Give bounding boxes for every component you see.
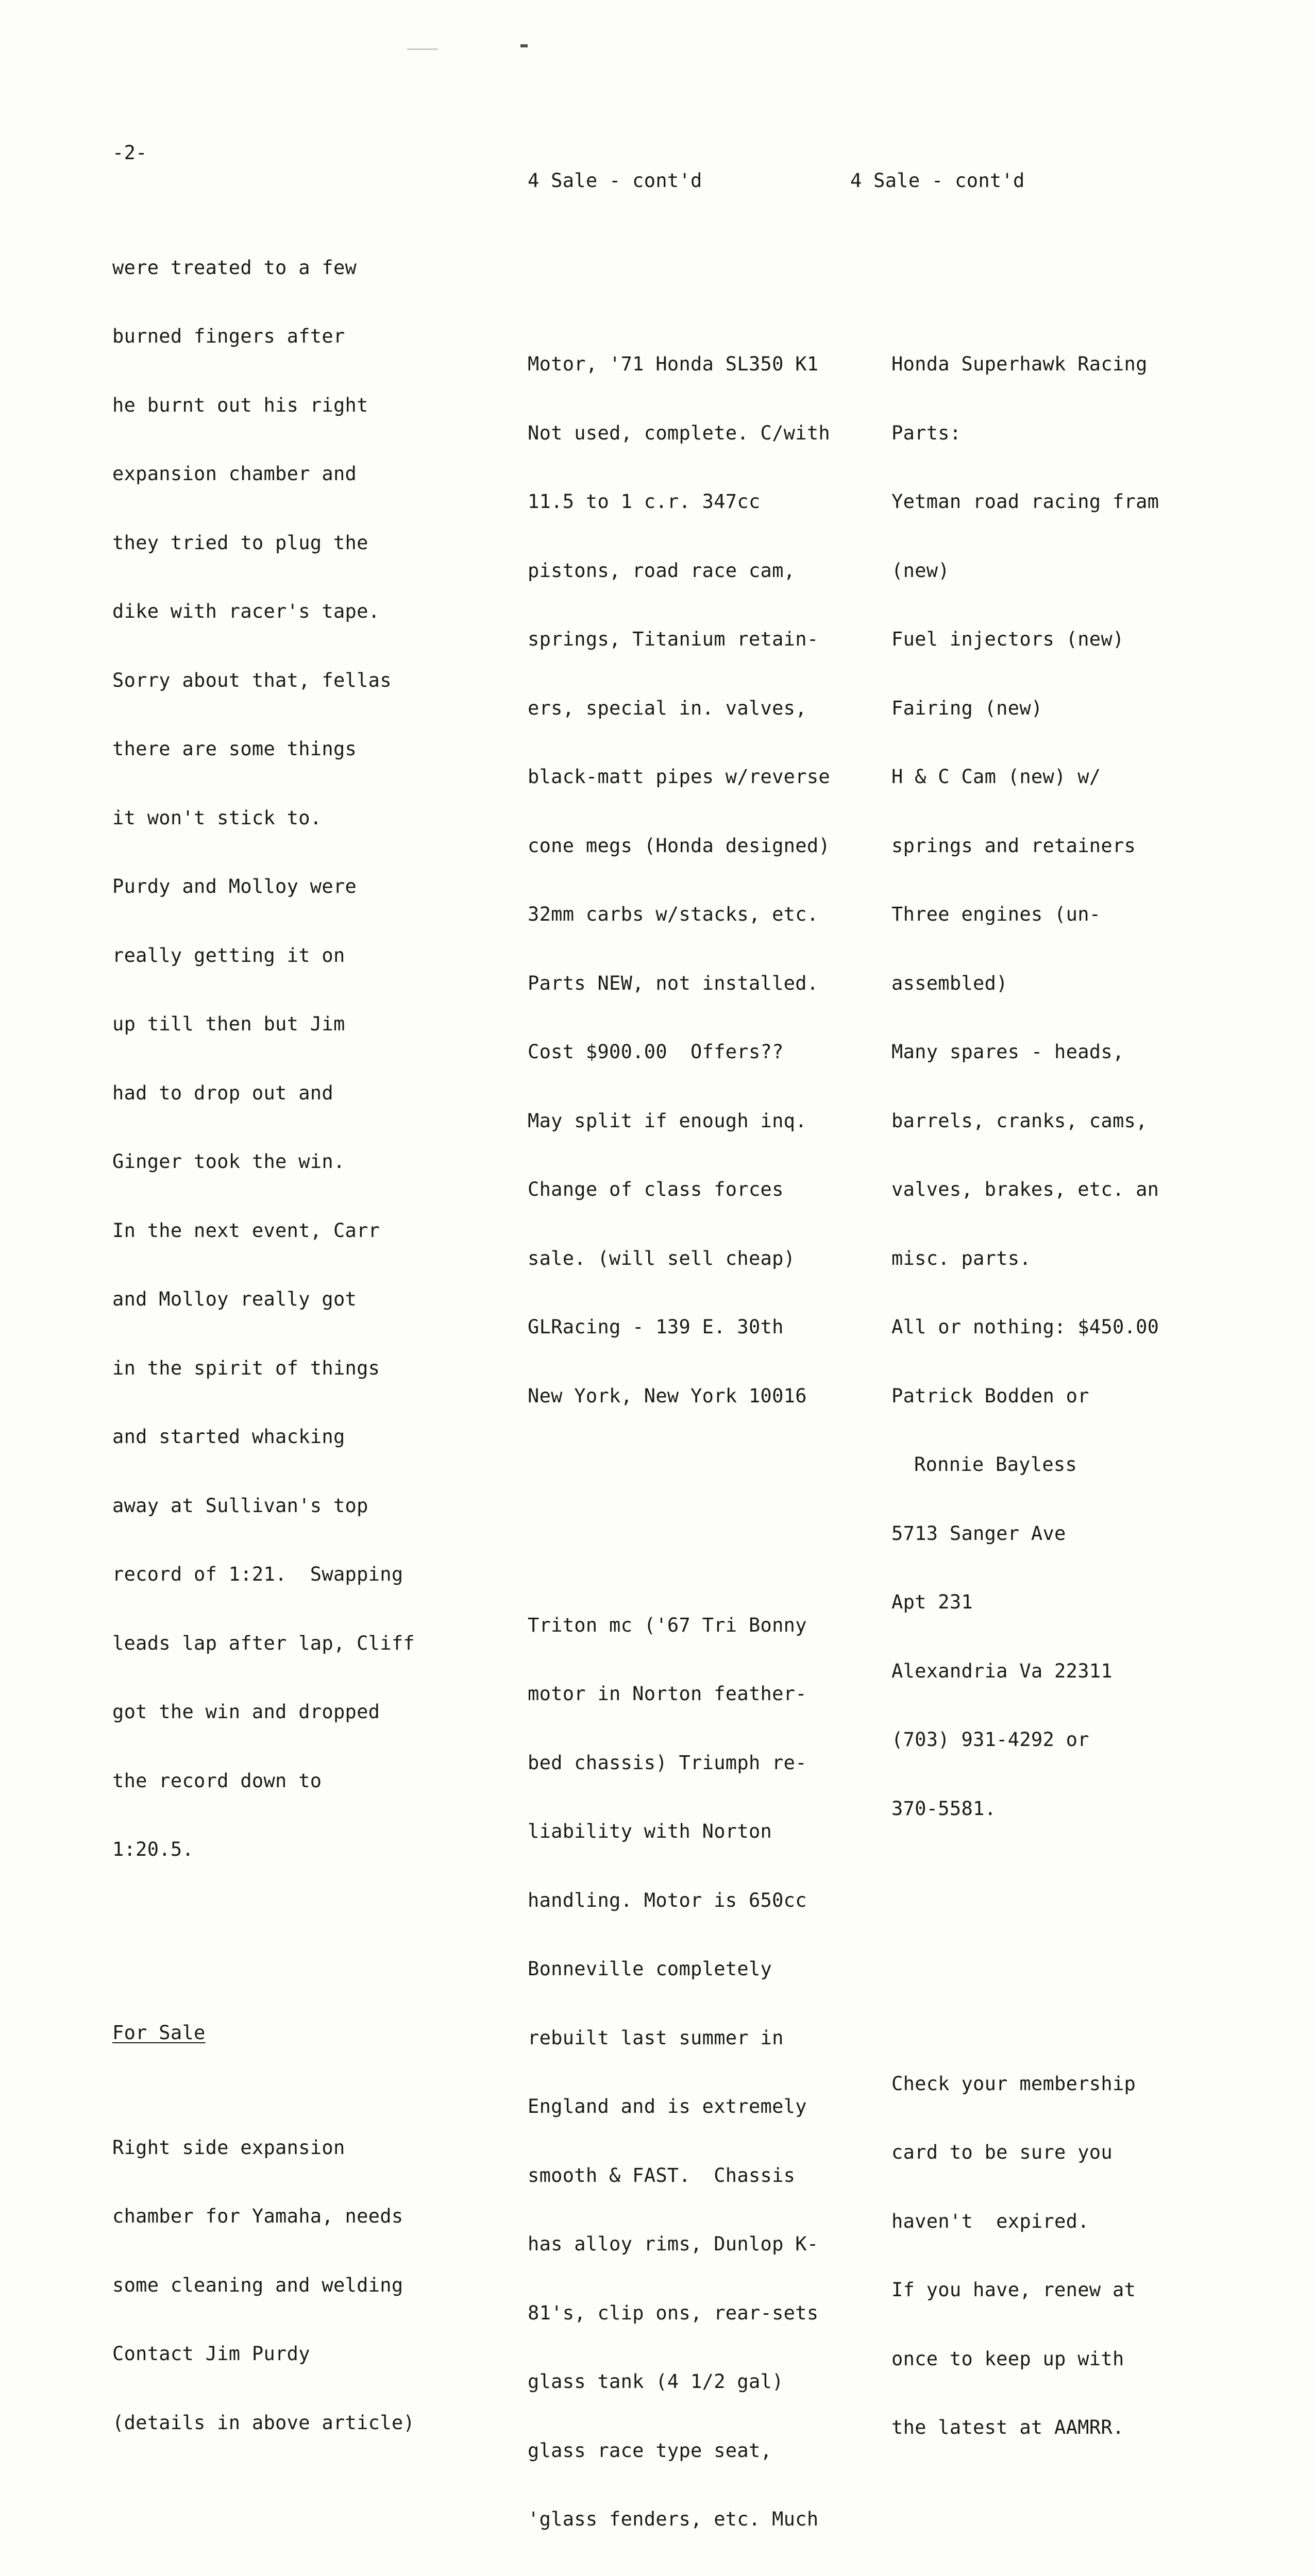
text-line: Patrick Bodden or bbox=[891, 1385, 1262, 1408]
column-3 bbox=[891, 124, 1262, 2576]
text-line: handling. Motor is 650cc bbox=[528, 1889, 899, 1912]
text-line: it won't stick to. bbox=[112, 807, 483, 830]
for-sale-text bbox=[112, 2091, 483, 2481]
text-line: In the next event, Carr bbox=[112, 1219, 483, 1243]
text-line: If you have, renew at bbox=[891, 2279, 1262, 2302]
honda-ad bbox=[528, 307, 899, 1453]
scan-mark bbox=[520, 44, 528, 47]
text-line: Honda Superhawk Racing bbox=[891, 353, 1262, 376]
text-line: Purdy and Molloy were bbox=[112, 875, 483, 899]
text-line: Three engines (un- bbox=[891, 903, 1262, 926]
article-text bbox=[112, 211, 483, 1907]
superhawk-ad bbox=[891, 307, 1262, 1866]
text-line: burned fingers after bbox=[112, 325, 483, 348]
text-line: Not used, complete. C/with bbox=[528, 422, 899, 445]
text-line: barrels, cranks, cams, bbox=[891, 1110, 1262, 1133]
text-line: Bonneville completely bbox=[528, 1958, 899, 1981]
text-line: (new) bbox=[891, 560, 1262, 583]
text-line: bed chassis) Triumph re- bbox=[528, 1752, 899, 1775]
triton-ad bbox=[528, 1568, 899, 2576]
scan-mark bbox=[407, 48, 438, 50]
text-line: card to be sure you bbox=[891, 2141, 1262, 2164]
column-heading: 4 Sale - cont'd bbox=[528, 170, 899, 193]
text-line: Alexandria Va 22311 bbox=[891, 1660, 1262, 1683]
text-line: once to keep up with bbox=[891, 2348, 1262, 2371]
text-line: dike with racer's tape. bbox=[112, 600, 483, 623]
text-line: rebuilt last summer in bbox=[528, 2027, 899, 2050]
column-1 bbox=[112, 96, 483, 2576]
text-line: smooth & FAST. Chassis bbox=[528, 2164, 899, 2188]
text-line: misc. parts. bbox=[891, 1247, 1262, 1270]
text-line: some cleaning and welding bbox=[112, 2274, 483, 2297]
text-line: Check your membership bbox=[891, 2073, 1262, 2096]
column-heading: 4 Sale - cont'd bbox=[850, 170, 1262, 193]
text-line: and started whacking bbox=[112, 1426, 483, 1449]
text-line: in the spirit of things bbox=[112, 1357, 483, 1380]
text-line: Fuel injectors (new) bbox=[891, 628, 1262, 651]
text-line: May split if enough inq. bbox=[528, 1110, 899, 1133]
text-line: expansion chamber and bbox=[112, 463, 483, 486]
text-line: leads lap after lap, Cliff bbox=[112, 1632, 483, 1655]
text-line: Parts NEW, not installed. bbox=[528, 972, 899, 995]
text-line: Sorry about that, fellas bbox=[112, 669, 483, 692]
text-line: they tried to plug the bbox=[112, 532, 483, 555]
text-line: cone megs (Honda designed) bbox=[528, 835, 899, 858]
text-line: 81's, clip ons, rear-sets bbox=[528, 2302, 899, 2325]
text-line: (703) 931-4292 or bbox=[891, 1728, 1262, 1752]
text-line: All or nothing: $450.00 bbox=[891, 1316, 1262, 1339]
text-line: Yetman road racing fram bbox=[891, 490, 1262, 514]
text-line: H & C Cam (new) w/ bbox=[891, 766, 1262, 789]
text-line: 11.5 to 1 c.r. 347cc bbox=[528, 490, 899, 514]
text-line: Change of class forces bbox=[528, 1178, 899, 1201]
text-line: record of 1:21. Swapping bbox=[112, 1563, 483, 1586]
text-line: liability with Norton bbox=[528, 1820, 899, 1843]
text-line: valves, brakes, etc. an bbox=[891, 1178, 1262, 1201]
text-line: ers, special in. valves, bbox=[528, 697, 899, 720]
text-line: 370-5581. bbox=[891, 1798, 1262, 1821]
text-line: GLRacing - 139 E. 30th bbox=[528, 1316, 899, 1339]
text-line: had to drop out and bbox=[112, 1082, 483, 1105]
text-line: springs and retainers bbox=[891, 835, 1262, 858]
column-2 bbox=[528, 124, 899, 2576]
text-line: Triton mc ('67 Tri Bonny bbox=[528, 1614, 899, 1637]
text-line: Right side expansion bbox=[112, 2137, 483, 2160]
text-line: were treated to a few bbox=[112, 257, 483, 280]
text-line: Cost $900.00 Offers?? bbox=[528, 1041, 899, 1064]
text-line: pistons, road race cam, bbox=[528, 560, 899, 583]
text-line: 32mm carbs w/stacks, etc. bbox=[528, 903, 899, 926]
text-line: the latest at AAMRR. bbox=[891, 2416, 1262, 2439]
for-sale-heading: For Sale bbox=[112, 2022, 483, 2045]
text-line: New York, New York 10016 bbox=[528, 1385, 899, 1408]
text-line: black-matt pipes w/reverse bbox=[528, 766, 899, 789]
text-line: and Molloy really got bbox=[112, 1288, 483, 1311]
text-line: (details in above article) bbox=[112, 2412, 483, 2435]
text-line: glass tank (4 1/2 gal) bbox=[528, 2370, 899, 2394]
text-line: has alloy rims, Dunlop K- bbox=[528, 2233, 899, 2256]
text-line: up till then but Jim bbox=[112, 1013, 483, 1036]
text-line: away at Sullivan's top bbox=[112, 1495, 483, 1518]
text-line: Many spares - heads, bbox=[891, 1041, 1262, 1064]
text-line: Ginger took the win. bbox=[112, 1150, 483, 1174]
text-line: Contact Jim Purdy bbox=[112, 2343, 483, 2366]
text-line: the record down to bbox=[112, 1770, 483, 1793]
text-line: motor in Norton feather- bbox=[528, 1683, 899, 1706]
page-number: -2- bbox=[112, 142, 483, 165]
membership-note bbox=[891, 2027, 1262, 2485]
text-line: haven't expired. bbox=[891, 2210, 1262, 2233]
text-line: there are some things bbox=[112, 738, 483, 761]
text-line: assembled) bbox=[891, 972, 1262, 995]
text-line: 1:20.5. bbox=[112, 1838, 483, 1861]
text-line: Apt 231 bbox=[891, 1591, 1262, 1614]
text-line: England and is extremely bbox=[528, 2095, 899, 2119]
text-line: he burnt out his right bbox=[112, 394, 483, 417]
text-line: Fairing (new) bbox=[891, 697, 1262, 720]
text-line: Ronnie Bayless bbox=[891, 1453, 1262, 1477]
text-line: 'glass fenders, etc. Much bbox=[528, 2508, 899, 2531]
text-line: really getting it on bbox=[112, 944, 483, 968]
text-line: 5713 Sanger Ave bbox=[891, 1522, 1262, 1546]
text-line: glass race type seat, bbox=[528, 2439, 899, 2463]
text-line: Motor, '71 Honda SL350 K1 bbox=[528, 353, 899, 376]
text-line: chamber for Yamaha, needs bbox=[112, 2205, 483, 2228]
text-line: got the win and dropped bbox=[112, 1701, 483, 1724]
text-line: Parts: bbox=[891, 422, 1262, 445]
text-line: springs, Titanium retain- bbox=[528, 628, 899, 651]
text-line: sale. (will sell cheap) bbox=[528, 1247, 899, 1270]
